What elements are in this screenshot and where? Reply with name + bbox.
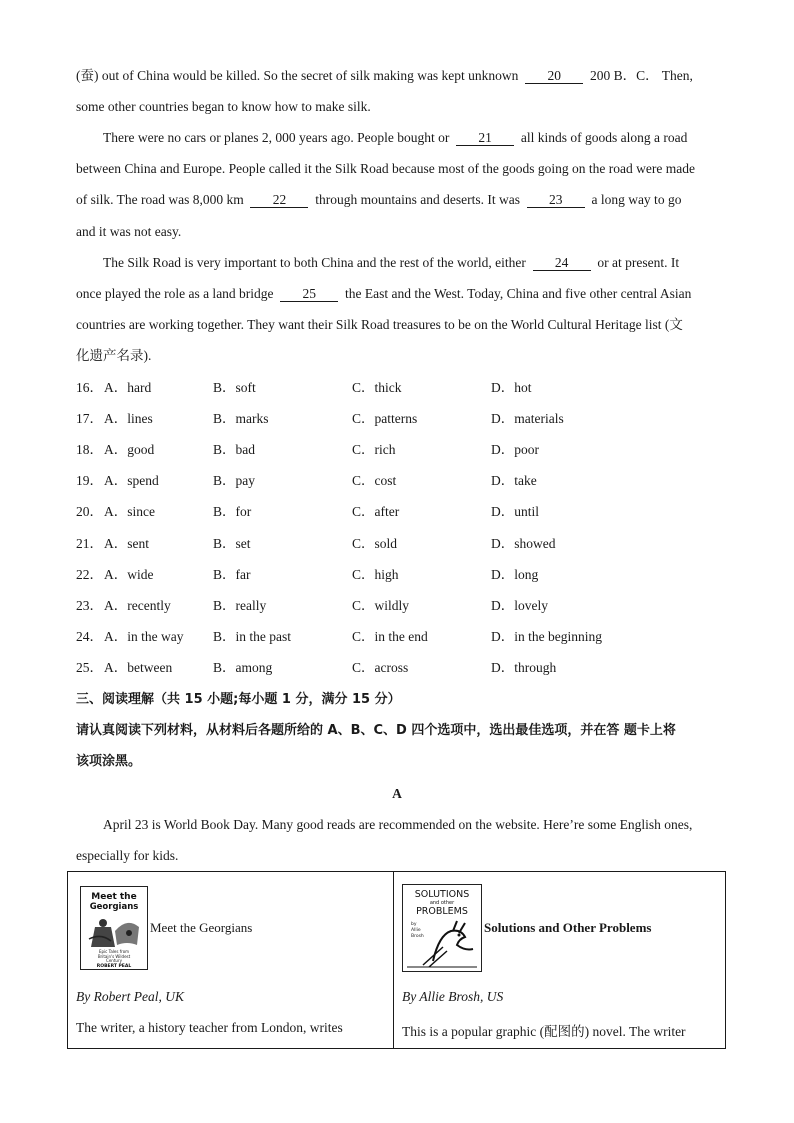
option-b[interactable]: B．bad bbox=[213, 442, 255, 457]
svg-text:and other: and other bbox=[429, 900, 455, 906]
option-a[interactable]: A．spend bbox=[104, 473, 159, 488]
passage-line: of silk. The road was 8,000 km 22 through mountains and deserts. It was 23 a long way to go bbox=[76, 192, 682, 207]
answer-blank: 23 bbox=[527, 192, 585, 208]
passage-line: between China and Europe. People called it the Silk Road because most of the goods going on the road were made bbox=[76, 161, 695, 176]
passage-line: once played the role as a land bridge 25 the East and the West. Today, China and five other central Asian bbox=[76, 286, 692, 301]
book-cover-image bbox=[80, 886, 148, 970]
part-label: A bbox=[392, 786, 402, 801]
book-title: Meet the Georgians bbox=[150, 920, 253, 935]
passage-line: The Silk Road is very important to both China and the rest of the world, either 24 or at present. It bbox=[103, 255, 680, 270]
option-c[interactable]: C．patterns bbox=[352, 411, 418, 426]
option-d[interactable]: D．take bbox=[491, 473, 537, 488]
section-instruction: 该项涂黑。 bbox=[76, 754, 142, 769]
option-b[interactable]: B．set bbox=[213, 536, 251, 551]
option-d[interactable]: D．long bbox=[491, 567, 539, 582]
book-cover-image bbox=[402, 884, 482, 972]
option-c[interactable]: C．after bbox=[352, 504, 400, 519]
svg-text:PROBLEMS: PROBLEMS bbox=[416, 906, 468, 917]
svg-text:Epic Tales from: Epic Tales from bbox=[98, 949, 130, 954]
option-a[interactable]: A．in the way bbox=[104, 629, 184, 644]
option-c[interactable]: C．across bbox=[352, 660, 409, 675]
passage-line: 化遗产名录). bbox=[76, 348, 152, 363]
question-number: 21． bbox=[76, 536, 103, 551]
option-a[interactable]: A．hard bbox=[104, 380, 152, 395]
book-description: The writer, a history teacher from London, writes bbox=[76, 1020, 343, 1035]
passage-line: (蚕) out of China would be killed. So the secret of silk making was kept unknown 20 200 B．C． Then, bbox=[76, 68, 693, 83]
book-cell bbox=[394, 872, 725, 1048]
question-number: 24． bbox=[76, 629, 103, 644]
svg-text:Brosh: Brosh bbox=[411, 934, 424, 939]
book-description: This is a popular graphic (配图的) novel. The writer bbox=[402, 1024, 686, 1039]
question-number: 17． bbox=[76, 411, 103, 426]
option-a[interactable]: A．recently bbox=[104, 598, 171, 613]
answer-blank: 22 bbox=[250, 192, 308, 208]
passage-line: There were no cars or planes 2, 000 years ago. People bought or 21 all kinds of goods along a road bbox=[103, 130, 688, 145]
option-a[interactable]: A．wide bbox=[104, 567, 154, 582]
option-c[interactable]: C．high bbox=[352, 567, 399, 582]
book-author: By Robert Peal, UK bbox=[76, 989, 184, 1004]
option-b[interactable]: B．soft bbox=[213, 380, 256, 395]
option-d[interactable]: D．in the beginning bbox=[491, 629, 602, 644]
option-a[interactable]: A．sent bbox=[104, 536, 149, 551]
option-d[interactable]: D．showed bbox=[491, 536, 556, 551]
svg-text:SOLUTIONS: SOLUTIONS bbox=[414, 889, 470, 900]
answer-blank: 24 bbox=[533, 255, 591, 271]
option-b[interactable]: B．for bbox=[213, 504, 252, 519]
option-a[interactable]: A．since bbox=[104, 504, 155, 519]
section-heading: 三、阅读理解（共 15 小题;每小题 1 分，满分 15 分） bbox=[76, 692, 401, 707]
option-b[interactable]: B．far bbox=[213, 567, 251, 582]
book-header bbox=[80, 886, 252, 970]
option-a[interactable]: A．lines bbox=[104, 411, 153, 426]
option-c[interactable]: C．rich bbox=[352, 442, 396, 457]
passage-line: countries are working together. They want their Silk Road treasures to be on the World Cultural Heritage list (文 bbox=[76, 317, 683, 332]
option-c[interactable]: C．in the end bbox=[352, 629, 428, 644]
option-b[interactable]: B．among bbox=[213, 660, 273, 675]
option-c[interactable]: C．sold bbox=[352, 536, 398, 551]
book-table bbox=[67, 871, 726, 1049]
option-d[interactable]: D．through bbox=[491, 660, 557, 675]
option-a[interactable]: A．good bbox=[104, 442, 155, 457]
option-d[interactable]: D．hot bbox=[491, 380, 532, 395]
passage-line: April 23 is World Book Day. Many good reads are recommended on the website. Here’re some English ones, bbox=[103, 817, 693, 832]
option-c[interactable]: C．cost bbox=[352, 473, 397, 488]
svg-text:by: by bbox=[411, 922, 417, 927]
option-b[interactable]: B．in the past bbox=[213, 629, 291, 644]
book-title: Solutions and Other Problems bbox=[484, 920, 652, 935]
option-d[interactable]: D．poor bbox=[491, 442, 539, 457]
option-a[interactable]: A．between bbox=[104, 660, 173, 675]
book-author: By Allie Brosh, US bbox=[402, 989, 504, 1004]
question-number: 20． bbox=[76, 504, 103, 519]
question-number: 19． bbox=[76, 473, 103, 488]
question-number: 16． bbox=[76, 380, 103, 395]
option-b[interactable]: B．really bbox=[213, 598, 267, 613]
passage-line: some other countries began to know how to make silk. bbox=[76, 99, 371, 114]
question-number: 18． bbox=[76, 442, 103, 457]
option-d[interactable]: D．until bbox=[491, 504, 540, 519]
passage-line: and it was not easy. bbox=[76, 224, 182, 239]
option-d[interactable]: D．lovely bbox=[491, 598, 548, 613]
svg-text:Allie: Allie bbox=[411, 928, 421, 933]
svg-text:Century: Century bbox=[106, 958, 122, 963]
question-number: 22． bbox=[76, 567, 103, 582]
answer-blank: 20 bbox=[525, 68, 583, 84]
book-cell bbox=[68, 872, 393, 1048]
svg-text:ROBERT PEAL: ROBERT PEAL bbox=[96, 964, 132, 969]
question-number: 25． bbox=[76, 660, 103, 675]
svg-text:Britain's Wildest: Britain's Wildest bbox=[97, 954, 131, 959]
option-b[interactable]: B．pay bbox=[213, 473, 255, 488]
passage-line: especially for kids. bbox=[76, 848, 179, 863]
answer-blank: 25 bbox=[280, 286, 338, 302]
section-instruction: 请认真阅读下列材料，从材料后各题所给的 A、B、C、D 四个选项中，选出最佳选项，并在答 题卡上将 bbox=[76, 723, 676, 738]
option-c[interactable]: C．thick bbox=[352, 380, 402, 395]
book-cover-art bbox=[403, 885, 481, 971]
svg-text:Georgians: Georgians bbox=[89, 902, 139, 912]
question-number: 23． bbox=[76, 598, 103, 613]
option-b[interactable]: B．marks bbox=[213, 411, 269, 426]
answer-blank: 21 bbox=[456, 130, 514, 146]
book-cover-art bbox=[81, 887, 147, 969]
svg-text:Meet the: Meet the bbox=[91, 892, 137, 902]
book-header bbox=[402, 886, 651, 970]
option-c[interactable]: C．wildly bbox=[352, 598, 410, 613]
option-d[interactable]: D．materials bbox=[491, 411, 564, 426]
